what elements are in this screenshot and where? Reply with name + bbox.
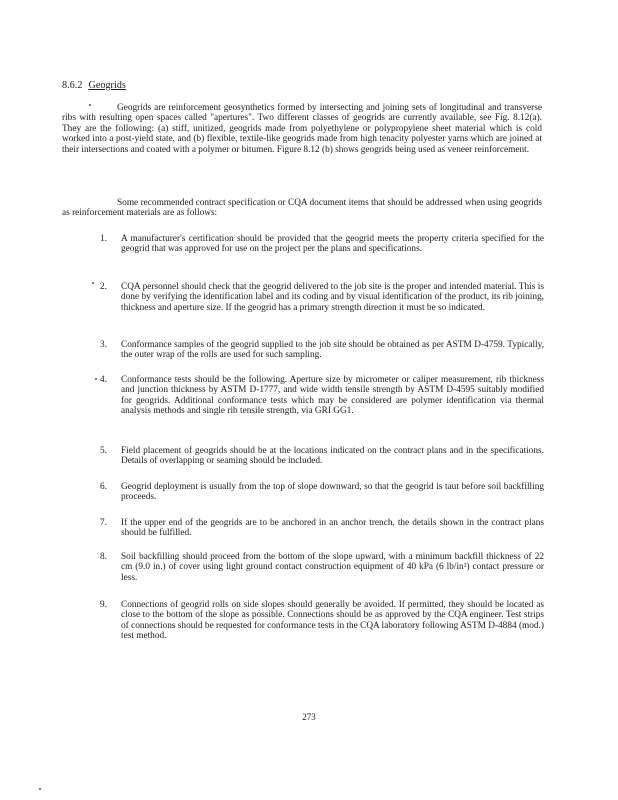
page-number: 273 (302, 712, 316, 722)
list-item-number: 2. (100, 282, 107, 292)
list-item-text: Field placement of geogrids should be at the locations indicated on the contract plans and in the specifications. Details of overlapping or seaming should be included. (121, 446, 544, 467)
list-item (100, 234, 544, 255)
list-item (100, 482, 544, 503)
section-number: 8.6.2 (62, 80, 83, 91)
section-title: Geogrids (88, 80, 126, 91)
scan-speck (39, 788, 41, 790)
list-item-text: CQA personnel should check that the geogrid delivered to the job site is the proper and intended material. This is done by verifying the identification label and its coding and by visual identification of the product, its rib joining, thickness and aperture size. If the geogrid has a primary strength direction it must be so indicated. (121, 282, 544, 313)
list-item (100, 446, 544, 467)
list-item-text: A manufacturer's certification should be provided that the geogrid meets the property criteria specified for the geogrid that was approved for use on the project per the plans and specifications. (121, 234, 544, 255)
list-item (100, 518, 544, 539)
list-item-text: If the upper end of the geogrids are to be anchored in an anchor trench, the details shown in the contract plans should be fulfilled. (121, 518, 544, 539)
list-item-text: Soil backfilling should proceed from the bottom of the slope upward, with a minimum backfill thickness of 22 cm (9.0 in.) of cover using light ground contact construction equipment of 40 kPa (6 lb/in²) contact pressure or less. (121, 552, 544, 583)
list-item-number: 1. (100, 234, 107, 244)
list-item-number: 9. (100, 600, 107, 610)
intro-paragraph: Geogrids are reinforcement geosynthetics formed by intersecting and joining sets of longitudinal and transverse ribs with resulting open spaces called "apertures". Two different classes of geogrids are currently available, see Fig. 8.12(a). They are the following: (a) stiff, unitized, geogrids made from polyethylene or polypropylene sheet material which is cold worked into a post-yield state, and (b) flexible, textile-like geogrids made from high tenacity polyester yarns which are joined at their intersections and coated with a polymer or bitumen. Figure 8.12 (b) shows geogrids being used as veneer reinforcement. (62, 103, 542, 155)
section-heading (62, 81, 126, 91)
list-item-text: Conformance samples of the geogrid supplied to the job site should be obtained as per ASTM D-4759. Typically, the outer wrap of the rolls are used for such sampling. (121, 340, 544, 361)
list-item (100, 600, 544, 642)
list-item-text: Connections of geogrid rolls on side slopes should generally be avoided. If permitted, they should be located as close to the bottom of the slope as possible. Connections should be as approved by the CQA engineer. Test strips of connections should be requested for conformance tests in the CQA laboratory following ASTM D-4884 (mod.) test method. (121, 600, 544, 642)
scan-speck (89, 104, 91, 106)
recommendations-paragraph: Some recommended contract specification or CQA document items that should be addressed when using geogrids as reinforcement materials are as follows: (62, 198, 542, 219)
list-item-number: 6. (100, 482, 107, 492)
scan-speck (95, 378, 97, 380)
list-item (100, 552, 544, 583)
list-item (100, 340, 544, 361)
list-item (100, 375, 544, 417)
list-item-number: 8. (100, 552, 107, 562)
scan-speck (92, 282, 94, 284)
list-item-number: 4. (100, 375, 107, 385)
list-item-number: 5. (100, 446, 107, 456)
list-item-number: 7. (100, 518, 107, 528)
list-item-number: 3. (100, 340, 107, 350)
list-item-text: Conformance tests should be the following. Aperture size by micrometer or caliper measurement, rib thickness and junction thickness by ASTM D-1777, and wide width tensile strength by ASTM D-4595 suitably modified for geogrids. Additional conformance tests which may be considered are polymer identification via thermal analysis methods and single rib tensile strength, via GRI GG1. (121, 375, 544, 417)
list-item-text: Geogrid deployment is usually from the top of slope downward, so that the geogrid is taut before soil backfilling proceeds. (121, 482, 544, 503)
list-item (100, 282, 544, 313)
